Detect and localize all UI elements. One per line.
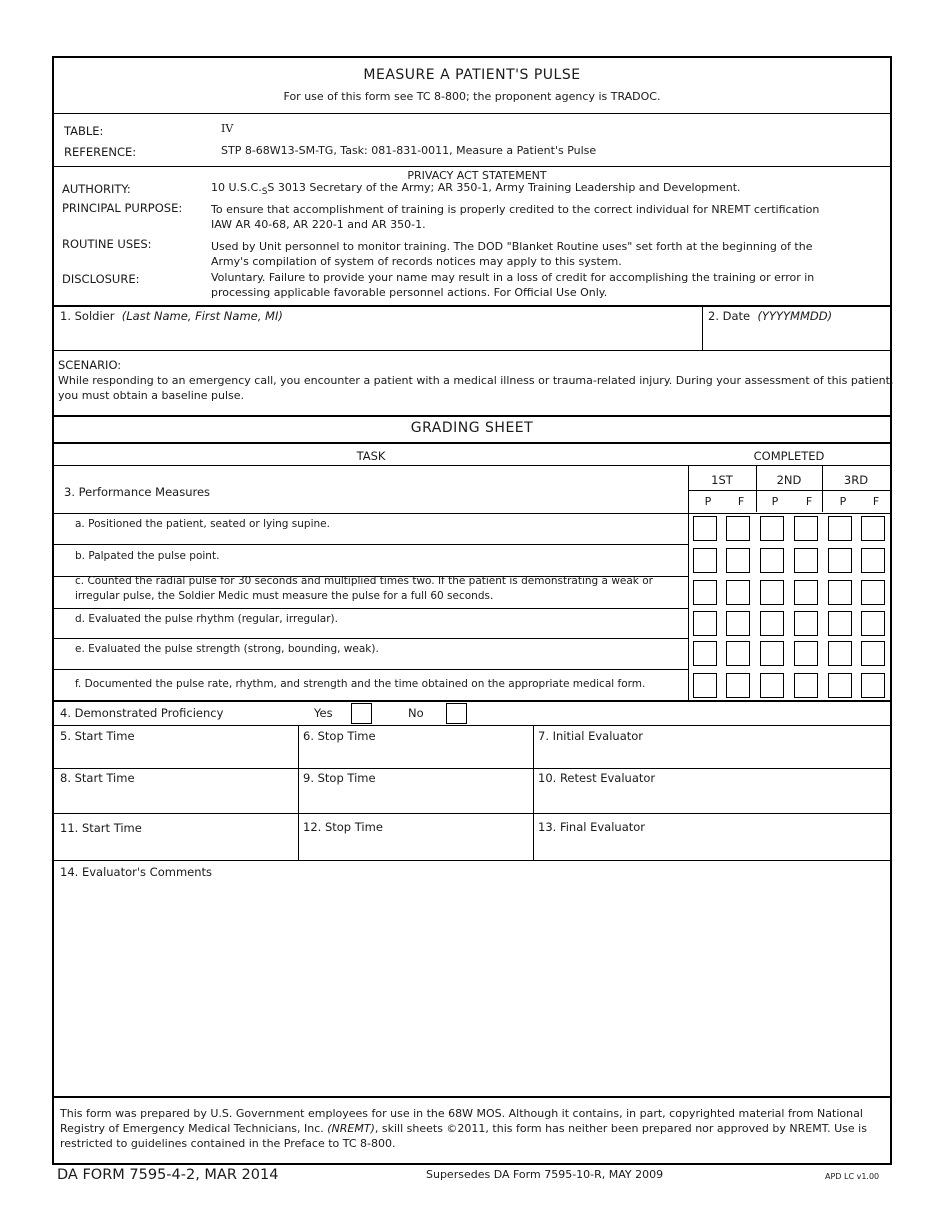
divider — [54, 113, 890, 114]
supersedes-note: Supersedes DA Form 7595-10-R, MAY 2009 — [426, 1168, 664, 1181]
disclosure-label: DISCLOSURE: — [62, 272, 140, 286]
divider — [54, 415, 890, 417]
form-subtitle: For use of this form see TC 8-800; the proponent agency is TRADOC. — [283, 90, 661, 103]
divider — [54, 860, 890, 861]
row-4-attempt-1-pass-checkbox[interactable] — [693, 611, 717, 636]
divider — [54, 465, 890, 466]
performance-measures-label: 3. Performance Measures — [64, 485, 211, 499]
row-4-attempt-2-fail-checkbox[interactable] — [794, 611, 818, 636]
row-5-attempt-3-fail-checkbox[interactable] — [861, 641, 885, 666]
row-5-attempt-1-pass-checkbox[interactable] — [693, 641, 717, 666]
reference-value: STP 8-68W13-SM-TG, Task: 081-831-0011, Measure a Patient's Pulse — [221, 144, 597, 157]
disclaimer-line2 — [60, 1122, 867, 1135]
disclaimer-line2-post: , skill sheets ©2011, this form has neither been prepared nor approved by NREMT. Use is — [374, 1122, 867, 1135]
proficiency-yes-checkbox[interactable] — [351, 703, 372, 724]
row-4-attempt-2-pass-checkbox[interactable] — [760, 611, 784, 636]
divider — [702, 306, 703, 351]
proficiency-label: 4. Demonstrated Proficiency — [60, 706, 224, 720]
divider — [54, 768, 890, 769]
row-4-attempt-3-fail-checkbox[interactable] — [861, 611, 885, 636]
divider — [54, 350, 890, 351]
evaluator-comments-area[interactable] — [56, 884, 886, 1094]
disclosure-line1: Voluntary. Failure to provide your name may result in a loss of credit for accomplishing the training or error in — [211, 271, 815, 284]
version-note: APD LC v1.00 — [825, 1172, 880, 1181]
row-5-attempt-2-fail-checkbox[interactable] — [794, 641, 818, 666]
attempt-2-header: 2ND — [776, 473, 802, 487]
row-2-attempt-2-pass-checkbox[interactable] — [760, 548, 784, 573]
stop-time-12[interactable]: 12. Stop Time — [303, 820, 383, 834]
pf-label-pass: P — [771, 495, 779, 508]
measure-f: f. Documented the pulse rate, rhythm, and strength and the time obtained on the appropriate medical form. — [75, 678, 646, 690]
row-5-attempt-1-fail-checkbox[interactable] — [726, 641, 750, 666]
authority-text-post: S 3013 Secretary of the Army; AR 350-1, Army Training Leadership and Development. — [267, 181, 741, 194]
initial-evaluator-7[interactable]: 7. Initial Evaluator — [538, 729, 644, 743]
row-6-attempt-2-pass-checkbox[interactable] — [760, 673, 784, 698]
scenario-label: SCENARIO: — [58, 358, 122, 372]
soldier-label: 1. Soldier — [60, 309, 115, 323]
privacy-heading: PRIVACY ACT STATEMENT — [407, 169, 547, 182]
measure-c-cont: irregular pulse, the Soldier Medic must measure the pulse for a full 60 seconds. — [75, 590, 494, 602]
row-2-attempt-3-pass-checkbox[interactable] — [828, 548, 852, 573]
row-4-attempt-3-pass-checkbox[interactable] — [828, 611, 852, 636]
row-3-attempt-2-pass-checkbox[interactable] — [760, 580, 784, 605]
table-value: IV — [221, 122, 234, 135]
divider — [54, 608, 688, 609]
row-1-attempt-1-pass-checkbox[interactable] — [693, 516, 717, 541]
row-2-attempt-1-pass-checkbox[interactable] — [693, 548, 717, 573]
row-3-attempt-2-fail-checkbox[interactable] — [794, 580, 818, 605]
disclaimer-line2-pre: Registry of Emergency Medical Technicians, Inc. — [60, 1122, 328, 1135]
divider — [54, 700, 890, 702]
purpose-line1: To ensure that accomplishment of training is properly credited to the correct individual for NREMT certification — [211, 203, 820, 216]
reference-label: REFERENCE: — [64, 145, 137, 159]
date-label: 2. Date — [708, 309, 751, 323]
divider — [54, 513, 890, 514]
routine-line2: Army's compilation of system of records notices may apply to this system. — [211, 255, 622, 268]
row-4-attempt-1-fail-checkbox[interactable] — [726, 611, 750, 636]
evaluator-comments-label: 14. Evaluator's Comments — [60, 865, 213, 879]
disclosure-line2: processing applicable favorable personnel actions. For Official Use Only. — [211, 286, 608, 299]
row-2-attempt-3-fail-checkbox[interactable] — [861, 548, 885, 573]
pf-label-fail: F — [872, 495, 880, 508]
divider — [688, 466, 689, 700]
final-evaluator-13[interactable]: 13. Final Evaluator — [538, 820, 646, 834]
soldier-field[interactable] — [60, 309, 283, 323]
section-symbol: S — [261, 187, 268, 198]
measure-a: a. Positioned the patient, seated or lying supine. — [75, 518, 330, 530]
stop-time-6[interactable]: 6. Stop Time — [303, 729, 376, 743]
date-hint: (YYYYMMDD) — [757, 309, 833, 323]
row-6-attempt-3-pass-checkbox[interactable] — [828, 673, 852, 698]
purpose-label: PRINCIPAL PURPOSE: — [62, 201, 183, 215]
proficiency-yes-label: Yes — [314, 706, 333, 720]
row-5-attempt-3-pass-checkbox[interactable] — [828, 641, 852, 666]
pf-label-pass: P — [839, 495, 847, 508]
divider — [54, 305, 890, 307]
divider — [54, 544, 688, 545]
divider — [54, 725, 890, 726]
divider — [54, 813, 890, 814]
row-6-attempt-1-fail-checkbox[interactable] — [726, 673, 750, 698]
row-6-attempt-1-pass-checkbox[interactable] — [693, 673, 717, 698]
pf-label-fail: F — [805, 495, 813, 508]
purpose-line2: IAW AR 40-68, AR 220-1 and AR 350-1. — [211, 218, 426, 231]
authority-label: AUTHORITY: — [62, 182, 131, 196]
authority-text — [211, 181, 741, 197]
pf-label-pass: P — [704, 495, 712, 508]
routine-line1: Used by Unit personnel to monitor training. The DOD "Blanket Routine uses" set forth at the beginning of the — [211, 240, 813, 253]
measure-d: d. Evaluated the pulse rhythm (regular, irregular). — [75, 613, 338, 625]
disclaimer-line3: restricted to guidelines contained in the Preface to TC 8-800. — [60, 1137, 396, 1150]
divider — [54, 638, 688, 639]
row-1-attempt-1-fail-checkbox[interactable] — [726, 516, 750, 541]
scenario-line1: While responding to an emergency call, you encounter a patient with a medical illness or trauma-related injury. During your assessment of this patient, — [58, 374, 894, 387]
row-5-attempt-2-pass-checkbox[interactable] — [760, 641, 784, 666]
row-1-attempt-2-fail-checkbox[interactable] — [794, 516, 818, 541]
start-time-11[interactable]: 11. Start Time — [60, 821, 142, 835]
measure-c: c. Counted the radial pulse for 30 seconds and multiplied times two. If the patient is demonstrating a weak or — [75, 575, 653, 587]
row-3-attempt-3-pass-checkbox[interactable] — [828, 580, 852, 605]
divider — [54, 442, 890, 444]
row-6-attempt-2-fail-checkbox[interactable] — [794, 673, 818, 698]
attempt-3-header: 3RD — [843, 473, 869, 487]
divider — [688, 490, 890, 491]
row-3-attempt-3-fail-checkbox[interactable] — [861, 580, 885, 605]
start-time-5[interactable]: 5. Start Time — [60, 729, 135, 743]
proficiency-no-checkbox[interactable] — [446, 703, 467, 724]
soldier-hint: (Last Name, First Name, MI) — [121, 309, 283, 323]
form-title: MEASURE A PATIENT'S PULSE — [363, 67, 581, 83]
row-6-attempt-3-fail-checkbox[interactable] — [861, 673, 885, 698]
measure-e: e. Evaluated the pulse strength (strong, bounding, weak). — [75, 643, 379, 655]
divider — [54, 166, 890, 167]
table-label: TABLE: — [64, 124, 104, 138]
authority-text-pre: 10 U.S.C. — [211, 181, 262, 194]
task-header: TASK — [356, 449, 386, 463]
pf-label-fail: F — [737, 495, 745, 508]
form-id: DA FORM 7595-4-2, MAR 2014 — [57, 1167, 279, 1183]
divider — [54, 1096, 890, 1098]
row-2-attempt-1-fail-checkbox[interactable] — [726, 548, 750, 573]
disclaimer-line1: This form was prepared by U.S. Government employees for use in the 68W MOS. Although it contains, in part, copyrighted material from National — [60, 1107, 863, 1120]
completed-header: COMPLETED — [753, 449, 825, 463]
row-1-attempt-2-pass-checkbox[interactable] — [760, 516, 784, 541]
divider — [298, 726, 299, 861]
disclaimer-line2-em: (NREMT) — [327, 1122, 375, 1135]
retest-evaluator-10[interactable]: 10. Retest Evaluator — [538, 771, 656, 785]
stop-time-9[interactable]: 9. Stop Time — [303, 771, 376, 785]
grading-title: GRADING SHEET — [410, 420, 534, 436]
divider — [533, 726, 534, 861]
start-time-8[interactable]: 8. Start Time — [60, 771, 135, 785]
row-1-attempt-3-fail-checkbox[interactable] — [861, 516, 885, 541]
proficiency-no-label: No — [408, 706, 424, 720]
routine-label: ROUTINE USES: — [62, 237, 152, 251]
row-2-attempt-2-fail-checkbox[interactable] — [794, 548, 818, 573]
attempt-1-header: 1ST — [711, 473, 733, 487]
row-3-attempt-1-fail-checkbox[interactable] — [726, 580, 750, 605]
scenario-line2: you must obtain a baseline pulse. — [58, 389, 245, 402]
row-1-attempt-3-pass-checkbox[interactable] — [828, 516, 852, 541]
row-3-attempt-1-pass-checkbox[interactable] — [693, 580, 717, 605]
measure-b: b. Palpated the pulse point. — [75, 550, 220, 562]
divider — [54, 669, 688, 670]
date-field[interactable] — [708, 309, 832, 323]
